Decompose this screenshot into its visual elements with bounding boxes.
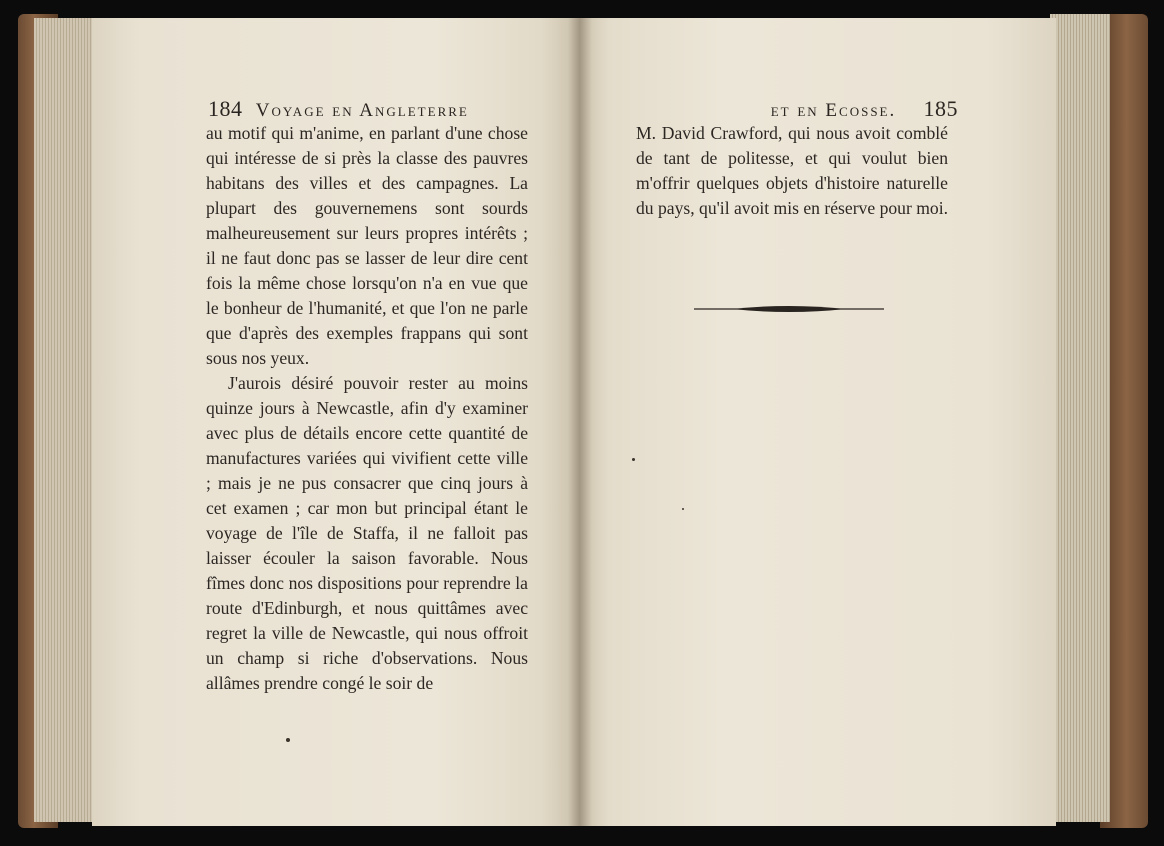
left-body-text: [206, 121, 528, 696]
right-running-head: et en Ecosse.: [770, 100, 897, 121]
right-page-number: 185: [923, 96, 958, 121]
right-paragraph-1: M. David Crawford, qui nous avoit comblé de tant de politesse, et qui voulut bien m'offrir quelques objets d'histoire naturelle du pays, qu'il avoit mis en réserve pour moi.: [636, 123, 948, 218]
left-running-header: [208, 96, 528, 122]
end-ornament-rule: [692, 302, 886, 316]
ink-speck: [682, 508, 684, 510]
right-body-text: [636, 121, 948, 221]
book-gutter: [568, 18, 592, 826]
ink-speck: [286, 738, 290, 742]
left-paragraph-2: J'aurois désiré pouvoir rester au moins quinze jours à Newcastle, afin d'y examiner avec plus de détails encore cette quantité de manufactures variées qui vivifient cette ville ; mais je ne pus consacrer que cinq jours à cet examen ; car mon but principal étant le voyage de l'île de Staffa, il ne falloit pas laisser écouler la saison favorable. Nous fîmes donc nos dispositions pour reprendre la route d'Edinburgh, et nous quittâmes avec regret la ville de Newcastle, qui nous offroit un champ si riche d'observations. Nous allâmes prendre congé le soir de: [206, 373, 528, 693]
left-page-edges: [34, 18, 94, 822]
left-page-number: 184: [208, 96, 243, 121]
left-running-head: Voyage en Angleterre: [255, 100, 469, 121]
right-running-header: [708, 96, 958, 122]
left-paragraph-1: au motif qui m'anime, en parlant d'une chose qui intéresse de si près la classe des pauvres habitans des villes et des campagnes. La plupart des gouvernemens sont sourds malheureusement sur leurs propres intérêts ; il ne faut donc pas se lasser de leur dire cent fois la même chose lorsqu'on n'a en vue que le bonheur de l'humanité, et que l'on ne parle que d'après des exemples frappans qui sont sous nos yeux.: [206, 123, 528, 368]
ink-speck: [632, 458, 635, 461]
right-page-edges: [1050, 14, 1110, 822]
